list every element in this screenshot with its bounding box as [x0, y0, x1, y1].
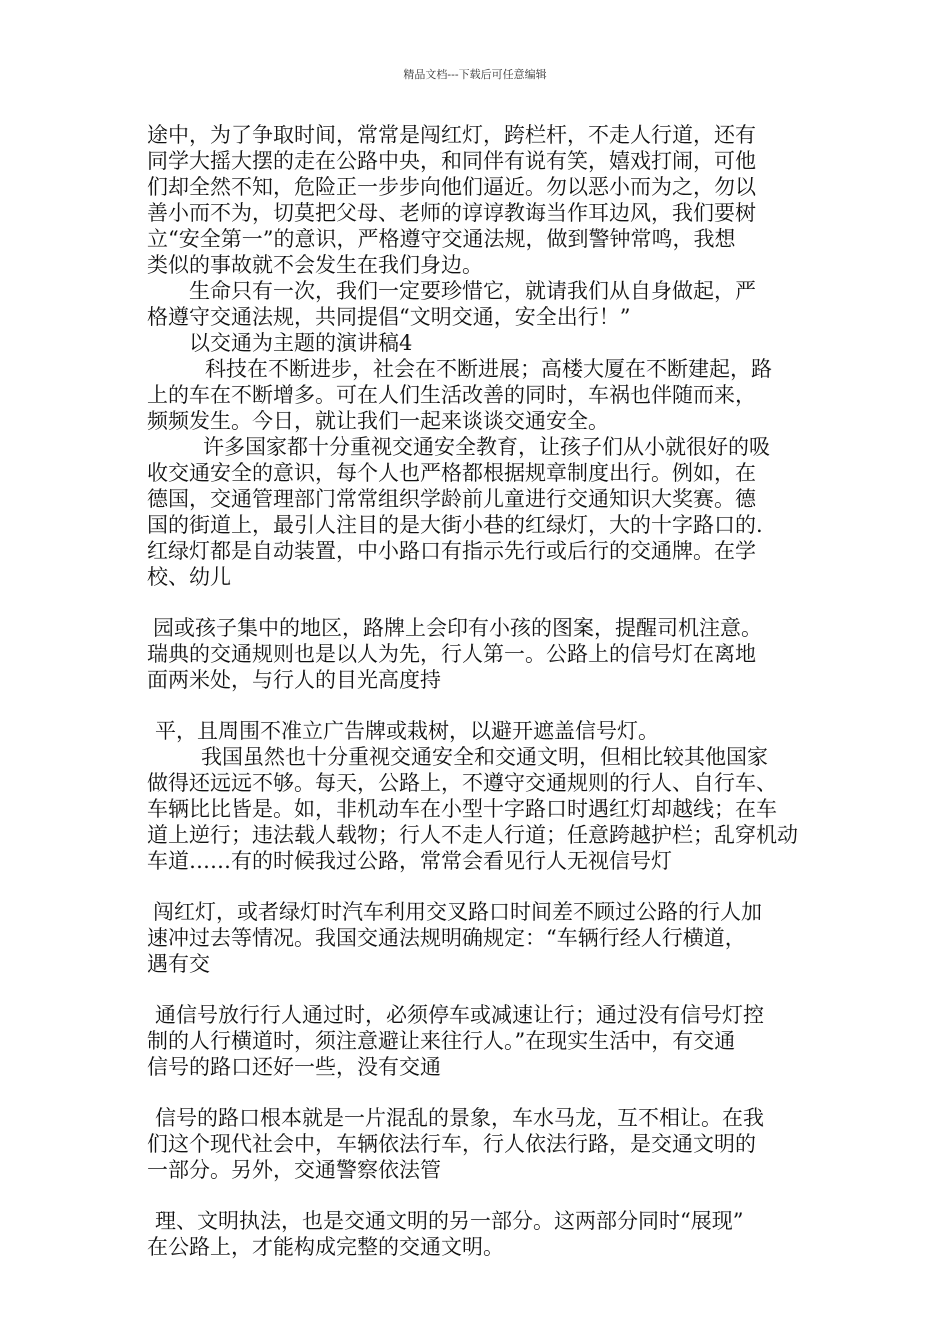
text-line: 信号的路口还好一些，没有交通 [147, 1055, 441, 1079]
text-line: 瑞典的交通规则也是以人为先，行人第一。公路上的信号灯在离地 [147, 642, 756, 666]
text-line: 信号的路口根本就是一片混乱的景象，车水马龙，互不相让。在我 [155, 1106, 764, 1130]
text-line: 们这个现代社会中，车辆依法行车，行人依法行路，是交通文明的 [147, 1132, 756, 1156]
text-line: 国的街道上，最引人注目的是大街小巷的红绿灯，大的十字路口的. [147, 513, 763, 537]
text-line: 面两米处，与行人的目光高度持 [147, 668, 441, 692]
text-line: 生命只有一次，我们一定要珍惜它，就请我们从自身做起，严 [189, 279, 756, 303]
text-line: 德国，交通管理部门常常组织学龄前儿童进行交通知识大奖赛。德 [147, 487, 756, 511]
text-line: 一部分。另外，交通警察依法管 [147, 1158, 441, 1182]
text-line: 收交通安全的意识，每个人也严格都根据规章制度出行。例如，在 [147, 461, 756, 485]
text-line: 善小而不为，切莫把父母、老师的谆谆教诲当作耳边风，我们要树 [147, 201, 756, 225]
text-line: 通信号放行行人通过时，必须停车或减速让行；通过没有信号灯控 [155, 1003, 764, 1027]
text-line: 格遵守交通法规，共同提倡“文明交通，安全出行！” [147, 305, 631, 329]
text-line: 途中，为了争取时间，常常是闯红灯，跨栏杆，不走人行道，还有 [147, 123, 756, 147]
text-line: 红绿灯都是自动装置，中小路口有指示先行或后行的交通牌。在学 [147, 539, 756, 563]
text-line: 理、文明执法，也是交通文明的另一部分。这两部分同时“展现” [155, 1209, 744, 1233]
text-line: 制的人行横道时，须注意避让来往行人。”在现实生活中，有交通 [147, 1029, 736, 1053]
page-header: 精品文档---下载后可任意编辑 [403, 68, 547, 81]
text-line: 们却全然不知，危险正一步步向他们逼近。勿以恶小而为之，勿以 [147, 175, 756, 199]
text-line: 科技在不断进步，社会在不断进展；高楼大厦在不断建起，路 [205, 357, 772, 381]
text-line: 道上逆行；违法载人载物；行人不走人行道；任意跨越护栏；乱穿机动 [147, 823, 798, 847]
text-line: 闯红灯，或者绿灯时汽车利用交叉路口时间差不顾过公路的行人加 [153, 900, 762, 924]
text-line: 许多国家都十分重视交通安全教育，让孩子们从小就很好的吸 [203, 435, 770, 459]
text-line: 我国虽然也十分重视交通安全和交通文明，但相比较其他国家 [201, 745, 768, 769]
text-line: 立“安全第一”的意识，严格遵守交通法规，做到警钟常鸣，我想 [147, 227, 736, 251]
text-line: 频频发生。今日，就让我们一起来谈谈交通安全。 [147, 409, 609, 433]
text-line: 在公路上，才能构成完整的交通文明。 [147, 1235, 504, 1259]
text-line: 车辆比比皆是。如，非机动车在小型十字路口时遇红灯却越线；在车 [147, 797, 777, 821]
text-line: 速冲过去等情况。我国交通法规明确规定：“车辆行经人行横道， [147, 926, 746, 950]
text-line: 上的车在不断增多。可在人们生活改善的同时，车祸也伴随而来， [147, 383, 756, 407]
text-line: 平，且周围不准立广告牌或栽树，以避开遮盖信号灯。 [155, 719, 659, 743]
text-line: 校、幼儿 [147, 565, 231, 589]
text-line: 园或孩子集中的地区，路牌上会印有小孩的图案，提醒司机注意。 [153, 616, 762, 640]
text-line: 遇有交 [147, 952, 210, 976]
section-heading: 以交通为主题的演讲稿4 [189, 331, 413, 355]
text-line: 同学大摇大摆的走在公路中央，和同伴有说有笑，嬉戏打闹，可他 [147, 149, 756, 173]
text-line: 做得还远远不够。每天，公路上，不遵守交通规则的行人、自行车、 [147, 771, 777, 795]
text-line: 类似的事故就不会发生在我们身边。 [147, 253, 483, 277]
text-line: 车道……有的时候我过公路，常常会看见行人无视信号灯 [147, 849, 672, 873]
